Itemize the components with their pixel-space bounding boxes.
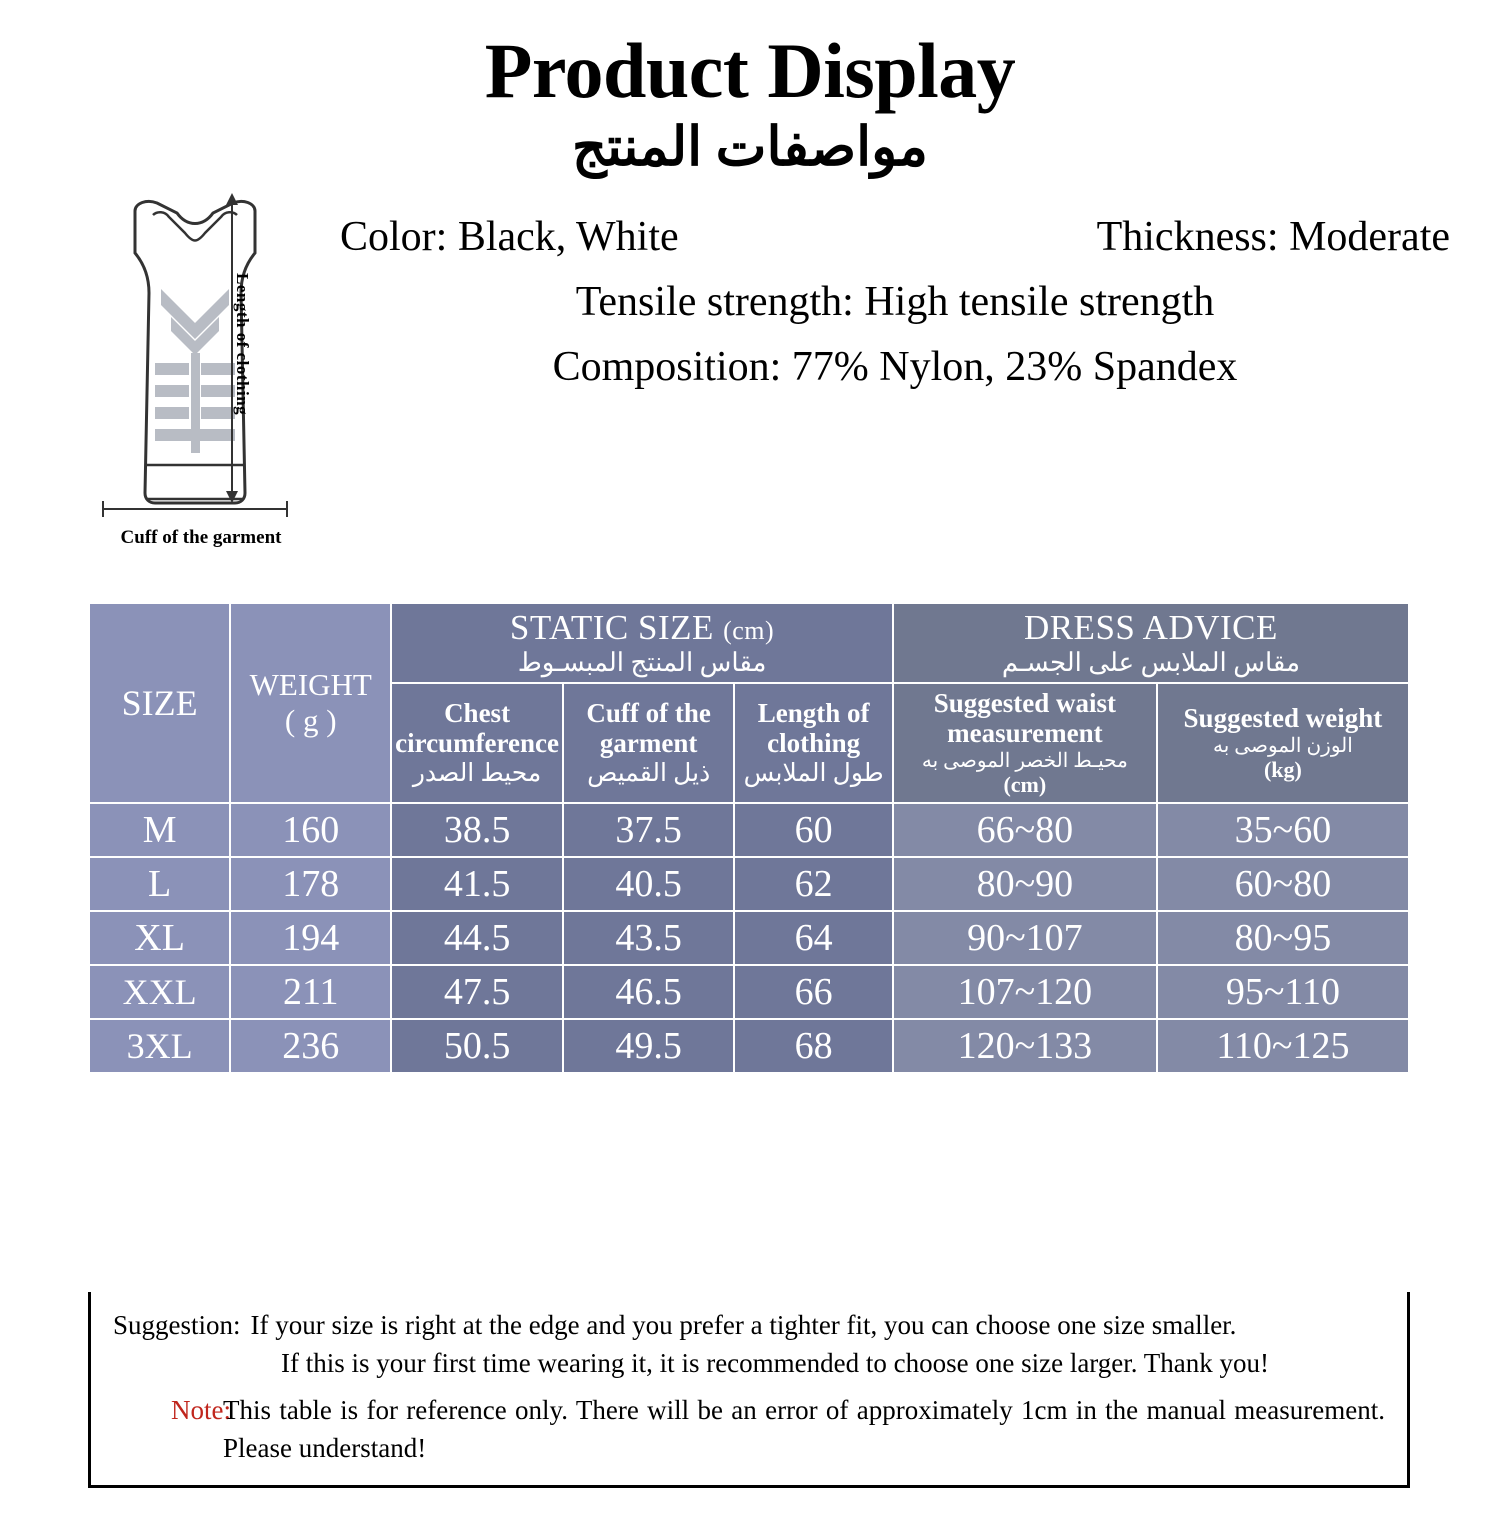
table-row (89, 857, 1409, 911)
length-of-clothing-label: Length of clothing (233, 273, 252, 416)
group-header-dress-advice: DRESS ADVICE مقاس الملابس على الجسـم (893, 603, 1409, 683)
col-header-cuff: Cuff of the garment ذيل القميص (563, 683, 735, 803)
cell-cuff: 37.5 (563, 803, 735, 857)
cell-weight: 194 (230, 911, 391, 965)
garment-diagram (0, 183, 330, 549)
cell-suggested-waist: 90~107 (893, 911, 1157, 965)
cell-suggested-weight: 80~95 (1157, 911, 1409, 965)
cell-size: M (89, 803, 230, 857)
col-header-chest: Chest circumference محيط الصدر (391, 683, 563, 803)
col-header-suggested-waist: Suggested waist measurement محيـط الخصر الموصى به (cm) (893, 683, 1157, 803)
cell-length: 62 (734, 857, 892, 911)
cell-size: 3XL (89, 1019, 230, 1073)
cell-weight: 178 (230, 857, 391, 911)
tank-top-illustration (95, 193, 295, 523)
cell-suggested-weight: 60~80 (1157, 857, 1409, 911)
page-title: Product Display (484, 27, 1016, 114)
col-header-suggested-weight: Suggested weight الوزن الموصى به (kg) (1157, 683, 1409, 803)
cell-chest: 50.5 (391, 1019, 563, 1073)
spec-composition: Composition: 77% Nylon, 23% Spandex (552, 344, 1238, 391)
cell-suggested-waist: 120~133 (893, 1019, 1157, 1073)
table-row (89, 965, 1409, 1019)
cell-length: 64 (734, 911, 892, 965)
top-section (0, 177, 1500, 549)
table-row (89, 911, 1409, 965)
note-text: This table is for reference only. There will be an error of approximately 1cm in the manual measurement. Please understand! (223, 1394, 1385, 1463)
notes-box (88, 1292, 1410, 1488)
cell-suggested-waist: 66~80 (893, 803, 1157, 857)
cell-size: XXL (89, 965, 230, 1019)
table-row (89, 1019, 1409, 1073)
cuff-of-garment-label: Cuff of the garment (120, 527, 282, 549)
cell-suggested-waist: 107~120 (893, 965, 1157, 1019)
spec-thickness: Thickness: Moderate (1096, 214, 1450, 261)
cell-chest: 41.5 (391, 857, 563, 911)
size-table-container (88, 602, 1410, 1074)
cell-size: L (89, 857, 230, 911)
cell-chest: 47.5 (391, 965, 563, 1019)
cell-cuff: 43.5 (563, 911, 735, 965)
cell-size: XL (89, 911, 230, 965)
spec-row-color-thickness (330, 205, 1460, 270)
note-line (113, 1391, 1385, 1468)
cell-chest: 38.5 (391, 803, 563, 857)
cell-chest: 44.5 (391, 911, 563, 965)
cell-weight: 236 (230, 1019, 391, 1073)
cell-length: 66 (734, 965, 892, 1019)
col-header-weight: WEIGHT ( g ) (230, 603, 391, 803)
product-size-chart-page (0, 27, 1500, 1530)
table-row (89, 803, 1409, 857)
suggestion-text: If your size is right at the edge and you prefer a tighter fit, you can choose one size smaller. (250, 1310, 1237, 1340)
size-table (88, 602, 1410, 1074)
cell-suggested-waist: 80~90 (893, 857, 1157, 911)
col-header-length: Length of clothing طول الملابس (734, 683, 892, 803)
col-header-size: SIZE (89, 603, 230, 803)
cell-weight: 211 (230, 965, 391, 1019)
page-title-arabic: مواصفات المنتج (572, 116, 928, 177)
group-header-static-size: STATIC SIZE (cm) مقاس المنتج المبسـوط (391, 603, 893, 683)
suggestion-line (113, 1306, 1385, 1344)
note-label: Note: (171, 1394, 231, 1425)
cell-cuff: 49.5 (563, 1019, 735, 1073)
spec-tensile-strength: Tensile strength: High tensile strength (575, 279, 1215, 326)
cell-suggested-weight: 110~125 (1157, 1019, 1409, 1073)
suggestion-label: Suggestion: (113, 1310, 241, 1340)
cell-cuff: 46.5 (563, 965, 735, 1019)
cell-length: 60 (734, 803, 892, 857)
suggestion-text-2: If this is your first time wearing it, it is recommended to choose one size larger. Thank you! (281, 1348, 1270, 1379)
cell-weight: 160 (230, 803, 391, 857)
spec-list (330, 183, 1500, 400)
cell-suggested-weight: 95~110 (1157, 965, 1409, 1019)
table-group-header-row (89, 603, 1409, 683)
cell-cuff: 40.5 (563, 857, 735, 911)
spec-color: Color: Black, White (340, 214, 679, 261)
cell-length: 68 (734, 1019, 892, 1073)
cell-suggested-weight: 35~60 (1157, 803, 1409, 857)
